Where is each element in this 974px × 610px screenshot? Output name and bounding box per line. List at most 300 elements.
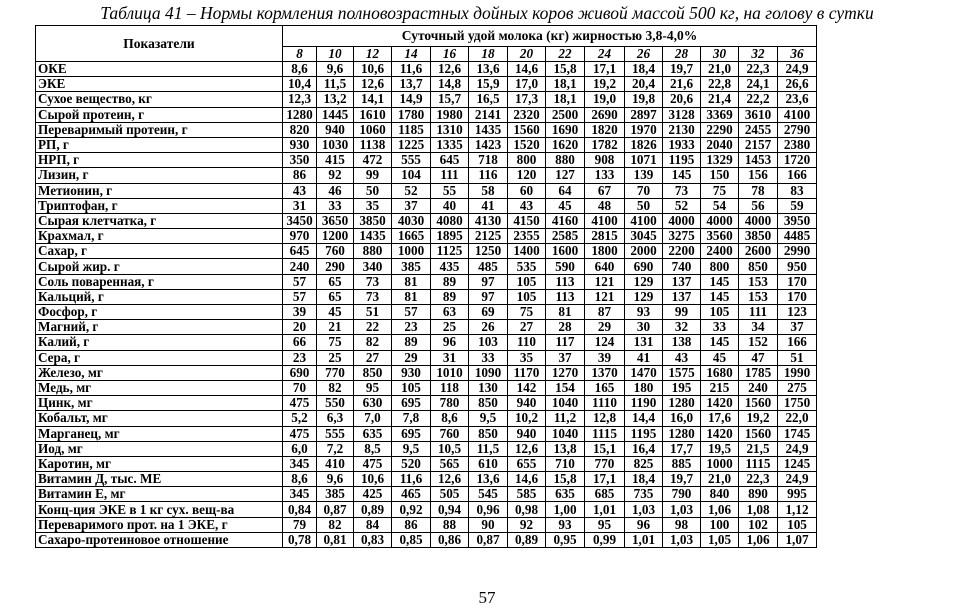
value-cell: 950 bbox=[778, 259, 817, 274]
value-cell: 21 bbox=[317, 320, 354, 335]
value-cell: 11,5 bbox=[317, 77, 354, 92]
value-cell: 1453 bbox=[739, 153, 778, 168]
row-label: Сырая клетчатка, г bbox=[36, 213, 283, 228]
table-row bbox=[36, 335, 817, 350]
page-number: 57 bbox=[478, 588, 496, 607]
value-cell: 555 bbox=[392, 153, 431, 168]
value-cell: 0,87 bbox=[469, 532, 508, 547]
value-cell: 1826 bbox=[625, 137, 663, 152]
value-cell: 117 bbox=[546, 335, 585, 350]
value-cell: 105 bbox=[701, 305, 739, 320]
value-cell: 60 bbox=[508, 183, 546, 198]
value-cell: 45 bbox=[701, 350, 739, 365]
value-cell: 12,6 bbox=[354, 77, 392, 92]
value-cell: 1000 bbox=[701, 456, 739, 471]
value-cell: 1560 bbox=[739, 396, 778, 411]
value-cell: 1,06 bbox=[739, 532, 778, 547]
value-cell: 133 bbox=[585, 168, 625, 183]
value-cell: 92 bbox=[508, 517, 546, 532]
value-cell: 1,05 bbox=[701, 532, 739, 547]
table-row bbox=[36, 487, 817, 502]
row-label: Витамин Д, тыс. МЕ bbox=[36, 472, 283, 487]
value-cell: 75 bbox=[701, 183, 739, 198]
value-cell: 113 bbox=[546, 289, 585, 304]
value-cell: 145 bbox=[701, 289, 739, 304]
value-cell: 89 bbox=[431, 289, 469, 304]
value-cell: 111 bbox=[431, 168, 469, 183]
value-cell: 20,4 bbox=[625, 77, 663, 92]
value-cell: 2141 bbox=[469, 107, 508, 122]
yield-header-cell: 16 bbox=[431, 47, 469, 62]
table-row bbox=[36, 380, 817, 395]
value-cell: 1720 bbox=[778, 153, 817, 168]
yield-header-cell: 28 bbox=[663, 47, 701, 62]
yield-header-cell: 8 bbox=[283, 47, 317, 62]
yield-group-header: Суточный удой молока (кг) жирностью 3,8-4,0% bbox=[283, 26, 817, 47]
value-cell: 1125 bbox=[431, 244, 469, 259]
value-cell: 1,03 bbox=[663, 532, 701, 547]
value-cell: 2790 bbox=[778, 122, 817, 137]
value-cell: 0,78 bbox=[283, 532, 317, 547]
yield-header-cell: 36 bbox=[778, 47, 817, 62]
value-cell: 3450 bbox=[283, 213, 317, 228]
row-label: Переваримый протеин, г bbox=[36, 122, 283, 137]
value-cell: 13,6 bbox=[469, 472, 508, 487]
value-cell: 15,9 bbox=[469, 77, 508, 92]
value-cell: 33 bbox=[701, 320, 739, 335]
value-cell: 99 bbox=[354, 168, 392, 183]
value-cell: 0,83 bbox=[354, 532, 392, 547]
value-cell: 940 bbox=[508, 426, 546, 441]
value-cell: 18,4 bbox=[625, 472, 663, 487]
value-cell: 20,6 bbox=[663, 92, 701, 107]
value-cell: 17,6 bbox=[701, 411, 739, 426]
value-cell: 37 bbox=[546, 350, 585, 365]
table-row bbox=[36, 122, 817, 137]
value-cell: 12,3 bbox=[283, 92, 317, 107]
value-cell: 33 bbox=[317, 198, 354, 213]
row-label: Калий, г bbox=[36, 335, 283, 350]
value-cell: 22,3 bbox=[739, 472, 778, 487]
value-cell: 57 bbox=[283, 274, 317, 289]
value-cell: 20 bbox=[283, 320, 317, 335]
value-cell: 2290 bbox=[701, 122, 739, 137]
value-cell: 14,1 bbox=[354, 92, 392, 107]
value-cell: 130 bbox=[469, 380, 508, 395]
value-cell: 1665 bbox=[392, 229, 431, 244]
value-cell: 35 bbox=[354, 198, 392, 213]
value-cell: 153 bbox=[739, 289, 778, 304]
value-cell: 41 bbox=[469, 198, 508, 213]
value-cell: 93 bbox=[625, 305, 663, 320]
value-cell: 1560 bbox=[508, 122, 546, 137]
value-cell: 0,95 bbox=[546, 532, 585, 547]
value-cell: 59 bbox=[778, 198, 817, 213]
value-cell: 520 bbox=[392, 456, 431, 471]
value-cell: 1600 bbox=[546, 244, 585, 259]
value-cell: 2990 bbox=[778, 244, 817, 259]
value-cell: 37 bbox=[392, 198, 431, 213]
row-label: Триптофан, г bbox=[36, 198, 283, 213]
value-cell: 3560 bbox=[701, 229, 739, 244]
value-cell: 1745 bbox=[778, 426, 817, 441]
value-cell: 1110 bbox=[585, 396, 625, 411]
value-cell: 34 bbox=[739, 320, 778, 335]
value-cell: 24,9 bbox=[778, 62, 817, 77]
value-cell: 19,7 bbox=[663, 472, 701, 487]
row-label: Магний, г bbox=[36, 320, 283, 335]
value-cell: 16,5 bbox=[469, 92, 508, 107]
value-cell: 22,0 bbox=[778, 411, 817, 426]
value-cell: 415 bbox=[317, 153, 354, 168]
table-row bbox=[36, 244, 817, 259]
value-cell: 81 bbox=[546, 305, 585, 320]
value-cell: 1420 bbox=[701, 426, 739, 441]
value-cell: 105 bbox=[508, 274, 546, 289]
value-cell: 635 bbox=[546, 487, 585, 502]
row-label: Сырой протеин, г bbox=[36, 107, 283, 122]
value-cell: 1280 bbox=[283, 107, 317, 122]
table-row bbox=[36, 92, 817, 107]
value-cell: 104 bbox=[392, 168, 431, 183]
value-cell: 14,9 bbox=[392, 92, 431, 107]
value-cell: 47 bbox=[739, 350, 778, 365]
value-cell: 275 bbox=[778, 380, 817, 395]
table-row bbox=[36, 320, 817, 335]
row-label: Иод, мг bbox=[36, 441, 283, 456]
value-cell: 8,6 bbox=[283, 472, 317, 487]
value-cell: 0,89 bbox=[508, 532, 546, 547]
value-cell: 156 bbox=[739, 168, 778, 183]
table-row bbox=[36, 137, 817, 152]
value-cell: 70 bbox=[283, 380, 317, 395]
value-cell: 4100 bbox=[625, 213, 663, 228]
value-cell: 84 bbox=[354, 517, 392, 532]
value-cell: 0,84 bbox=[283, 502, 317, 517]
value-cell: 1190 bbox=[625, 396, 663, 411]
value-cell: 1010 bbox=[431, 365, 469, 380]
value-cell: 124 bbox=[585, 335, 625, 350]
row-label: Сухое вещество, кг bbox=[36, 92, 283, 107]
value-cell: 1335 bbox=[431, 137, 469, 152]
value-cell: 65 bbox=[317, 274, 354, 289]
value-cell: 81 bbox=[392, 274, 431, 289]
value-cell: 1270 bbox=[546, 365, 585, 380]
value-cell: 1575 bbox=[663, 365, 701, 380]
value-cell: 1933 bbox=[663, 137, 701, 152]
value-cell: 760 bbox=[317, 244, 354, 259]
value-cell: 385 bbox=[392, 259, 431, 274]
value-cell: 995 bbox=[778, 487, 817, 502]
value-cell: 485 bbox=[469, 259, 508, 274]
row-label: Марганец, мг bbox=[36, 426, 283, 441]
row-label: Кобальт, мг bbox=[36, 411, 283, 426]
value-cell: 98 bbox=[663, 517, 701, 532]
value-cell: 1560 bbox=[739, 426, 778, 441]
value-cell: 113 bbox=[546, 274, 585, 289]
row-label: Конц-ция ЭКЕ в 1 кг сух. вещ-ва bbox=[36, 502, 283, 517]
row-label: Витамин Е, мг bbox=[36, 487, 283, 502]
value-cell: 65 bbox=[317, 289, 354, 304]
value-cell: 19,2 bbox=[585, 77, 625, 92]
value-cell: 23 bbox=[392, 320, 431, 335]
yield-header-cell: 24 bbox=[585, 47, 625, 62]
value-cell: 116 bbox=[469, 168, 508, 183]
value-cell: 15,8 bbox=[546, 472, 585, 487]
yield-header-cell: 10 bbox=[317, 47, 354, 62]
value-cell: 166 bbox=[778, 168, 817, 183]
row-label: Железо, мг bbox=[36, 365, 283, 380]
row-label: Сырой жир. г bbox=[36, 259, 283, 274]
value-cell: 10,5 bbox=[431, 441, 469, 456]
value-cell: 21,4 bbox=[701, 92, 739, 107]
value-cell: 2320 bbox=[508, 107, 546, 122]
value-cell: 39 bbox=[585, 350, 625, 365]
value-cell: 7,2 bbox=[317, 441, 354, 456]
table-row bbox=[36, 502, 817, 517]
value-cell: 2500 bbox=[546, 107, 585, 122]
value-cell: 5,2 bbox=[283, 411, 317, 426]
value-cell: 1620 bbox=[546, 137, 585, 152]
value-cell: 55 bbox=[431, 183, 469, 198]
value-cell: 56 bbox=[739, 198, 778, 213]
value-cell: 550 bbox=[317, 396, 354, 411]
value-cell: 37 bbox=[778, 320, 817, 335]
value-cell: 1782 bbox=[585, 137, 625, 152]
value-cell: 695 bbox=[392, 426, 431, 441]
value-cell: 718 bbox=[469, 153, 508, 168]
value-cell: 2600 bbox=[739, 244, 778, 259]
value-cell: 0,94 bbox=[431, 502, 469, 517]
value-cell: 1040 bbox=[546, 426, 585, 441]
value-cell: 43 bbox=[283, 183, 317, 198]
value-cell: 4000 bbox=[663, 213, 701, 228]
value-cell: 100 bbox=[701, 517, 739, 532]
value-cell: 7,0 bbox=[354, 411, 392, 426]
value-cell: 145 bbox=[701, 335, 739, 350]
yield-header-cell: 14 bbox=[392, 47, 431, 62]
value-cell: 880 bbox=[354, 244, 392, 259]
value-cell: 340 bbox=[354, 259, 392, 274]
value-cell: 1250 bbox=[469, 244, 508, 259]
value-cell: 1200 bbox=[317, 229, 354, 244]
value-cell: 0,86 bbox=[431, 532, 469, 547]
value-cell: 129 bbox=[625, 289, 663, 304]
value-cell: 385 bbox=[317, 487, 354, 502]
value-cell: 82 bbox=[317, 380, 354, 395]
table-header bbox=[36, 26, 817, 62]
value-cell: 4080 bbox=[431, 213, 469, 228]
value-cell: 1423 bbox=[469, 137, 508, 152]
value-cell: 21,5 bbox=[739, 441, 778, 456]
value-cell: 57 bbox=[283, 289, 317, 304]
value-cell: 152 bbox=[739, 335, 778, 350]
value-cell: 780 bbox=[431, 396, 469, 411]
table-row bbox=[36, 183, 817, 198]
value-cell: 75 bbox=[508, 305, 546, 320]
row-label: Сахар, г bbox=[36, 244, 283, 259]
value-cell: 0,89 bbox=[354, 502, 392, 517]
value-cell: 12,8 bbox=[585, 411, 625, 426]
value-cell: 69 bbox=[469, 305, 508, 320]
value-cell: 48 bbox=[585, 198, 625, 213]
value-cell: 800 bbox=[701, 259, 739, 274]
value-cell: 565 bbox=[431, 456, 469, 471]
value-cell: 685 bbox=[585, 487, 625, 502]
value-cell: 153 bbox=[739, 274, 778, 289]
value-cell: 1000 bbox=[392, 244, 431, 259]
row-label: Соль поваренная, г bbox=[36, 274, 283, 289]
value-cell: 3275 bbox=[663, 229, 701, 244]
yield-header-cell: 30 bbox=[701, 47, 739, 62]
value-cell: 26 bbox=[469, 320, 508, 335]
value-cell: 475 bbox=[283, 426, 317, 441]
value-cell: 110 bbox=[508, 335, 546, 350]
value-cell: 790 bbox=[663, 487, 701, 502]
value-cell: 3045 bbox=[625, 229, 663, 244]
value-cell: 54 bbox=[701, 198, 739, 213]
value-cell: 1800 bbox=[585, 244, 625, 259]
value-cell: 435 bbox=[431, 259, 469, 274]
value-cell: 118 bbox=[431, 380, 469, 395]
value-cell: 12,6 bbox=[431, 472, 469, 487]
value-cell: 3950 bbox=[778, 213, 817, 228]
table-row bbox=[36, 229, 817, 244]
value-cell: 23,6 bbox=[778, 92, 817, 107]
value-cell: 1060 bbox=[354, 122, 392, 137]
value-cell: 21,0 bbox=[701, 472, 739, 487]
value-cell: 4100 bbox=[585, 213, 625, 228]
value-cell: 505 bbox=[431, 487, 469, 502]
value-cell: 3128 bbox=[663, 107, 701, 122]
value-cell: 15,1 bbox=[585, 441, 625, 456]
value-cell: 2815 bbox=[585, 229, 625, 244]
value-cell: 7,8 bbox=[392, 411, 431, 426]
value-cell: 51 bbox=[778, 350, 817, 365]
value-cell: 1785 bbox=[739, 365, 778, 380]
value-cell: 43 bbox=[663, 350, 701, 365]
value-cell: 1071 bbox=[625, 153, 663, 168]
value-cell: 8,6 bbox=[283, 62, 317, 77]
value-cell: 105 bbox=[392, 380, 431, 395]
value-cell: 29 bbox=[392, 350, 431, 365]
value-cell: 2897 bbox=[625, 107, 663, 122]
yield-header-cell: 20 bbox=[508, 47, 546, 62]
value-cell: 645 bbox=[283, 244, 317, 259]
value-cell: 1170 bbox=[508, 365, 546, 380]
table-row bbox=[36, 456, 817, 471]
value-cell: 1,01 bbox=[585, 502, 625, 517]
value-cell: 9,6 bbox=[317, 472, 354, 487]
value-cell: 30 bbox=[625, 320, 663, 335]
value-cell: 820 bbox=[283, 122, 317, 137]
value-cell: 350 bbox=[283, 153, 317, 168]
value-cell: 150 bbox=[701, 168, 739, 183]
table-row bbox=[36, 289, 817, 304]
value-cell: 95 bbox=[585, 517, 625, 532]
value-cell: 11,5 bbox=[469, 441, 508, 456]
value-cell: 2130 bbox=[663, 122, 701, 137]
value-cell: 1115 bbox=[585, 426, 625, 441]
row-label: РП, г bbox=[36, 137, 283, 152]
value-cell: 40 bbox=[431, 198, 469, 213]
value-cell: 1780 bbox=[392, 107, 431, 122]
value-cell: 0,81 bbox=[317, 532, 354, 547]
value-cell: 1280 bbox=[663, 426, 701, 441]
value-cell: 15,8 bbox=[546, 62, 585, 77]
value-cell: 850 bbox=[469, 396, 508, 411]
value-cell: 1,12 bbox=[778, 502, 817, 517]
value-cell: 43 bbox=[508, 198, 546, 213]
yield-header-cell: 26 bbox=[625, 47, 663, 62]
table-caption: Таблица 41 – Нормы кормления полновозрастных дойных коров живой массой 500 кг, на голову в сутки bbox=[100, 3, 874, 23]
value-cell: 14,4 bbox=[625, 411, 663, 426]
table-row bbox=[36, 198, 817, 213]
value-cell: 1980 bbox=[431, 107, 469, 122]
value-cell: 73 bbox=[354, 289, 392, 304]
value-cell: 240 bbox=[283, 259, 317, 274]
table-row bbox=[36, 426, 817, 441]
value-cell: 86 bbox=[392, 517, 431, 532]
value-cell: 32 bbox=[663, 320, 701, 335]
value-cell: 13,8 bbox=[546, 441, 585, 456]
value-cell: 1820 bbox=[585, 122, 625, 137]
value-cell: 139 bbox=[625, 168, 663, 183]
value-cell: 2585 bbox=[546, 229, 585, 244]
value-cell: 6,0 bbox=[283, 441, 317, 456]
value-cell: 1370 bbox=[585, 365, 625, 380]
row-label: ОКЕ bbox=[36, 62, 283, 77]
value-cell: 1225 bbox=[392, 137, 431, 152]
value-cell: 3610 bbox=[739, 107, 778, 122]
value-cell: 0,85 bbox=[392, 532, 431, 547]
value-cell: 840 bbox=[701, 487, 739, 502]
value-cell: 73 bbox=[663, 183, 701, 198]
value-cell: 1895 bbox=[431, 229, 469, 244]
value-cell: 410 bbox=[317, 456, 354, 471]
value-cell: 735 bbox=[625, 487, 663, 502]
value-cell: 170 bbox=[778, 289, 817, 304]
value-cell: 825 bbox=[625, 456, 663, 471]
value-cell: 25 bbox=[317, 350, 354, 365]
value-cell: 1310 bbox=[431, 122, 469, 137]
value-cell: 1420 bbox=[701, 396, 739, 411]
value-cell: 13,6 bbox=[469, 62, 508, 77]
value-cell: 472 bbox=[354, 153, 392, 168]
value-cell: 1,07 bbox=[778, 532, 817, 547]
value-cell: 695 bbox=[392, 396, 431, 411]
row-label: Медь, мг bbox=[36, 380, 283, 395]
value-cell: 18,4 bbox=[625, 62, 663, 77]
table-row bbox=[36, 153, 817, 168]
row-label: Метионин, г bbox=[36, 183, 283, 198]
value-cell: 475 bbox=[283, 396, 317, 411]
value-cell: 103 bbox=[469, 335, 508, 350]
value-cell: 345 bbox=[283, 456, 317, 471]
value-cell: 590 bbox=[546, 259, 585, 274]
value-cell: 710 bbox=[546, 456, 585, 471]
value-cell: 86 bbox=[283, 168, 317, 183]
row-label: НРП, г bbox=[36, 153, 283, 168]
value-cell: 131 bbox=[625, 335, 663, 350]
value-cell: 11,2 bbox=[546, 411, 585, 426]
value-cell: 39 bbox=[283, 305, 317, 320]
value-cell: 21,6 bbox=[663, 77, 701, 92]
value-cell: 2157 bbox=[739, 137, 778, 152]
value-cell: 2690 bbox=[585, 107, 625, 122]
value-cell: 99 bbox=[663, 305, 701, 320]
value-cell: 89 bbox=[431, 274, 469, 289]
